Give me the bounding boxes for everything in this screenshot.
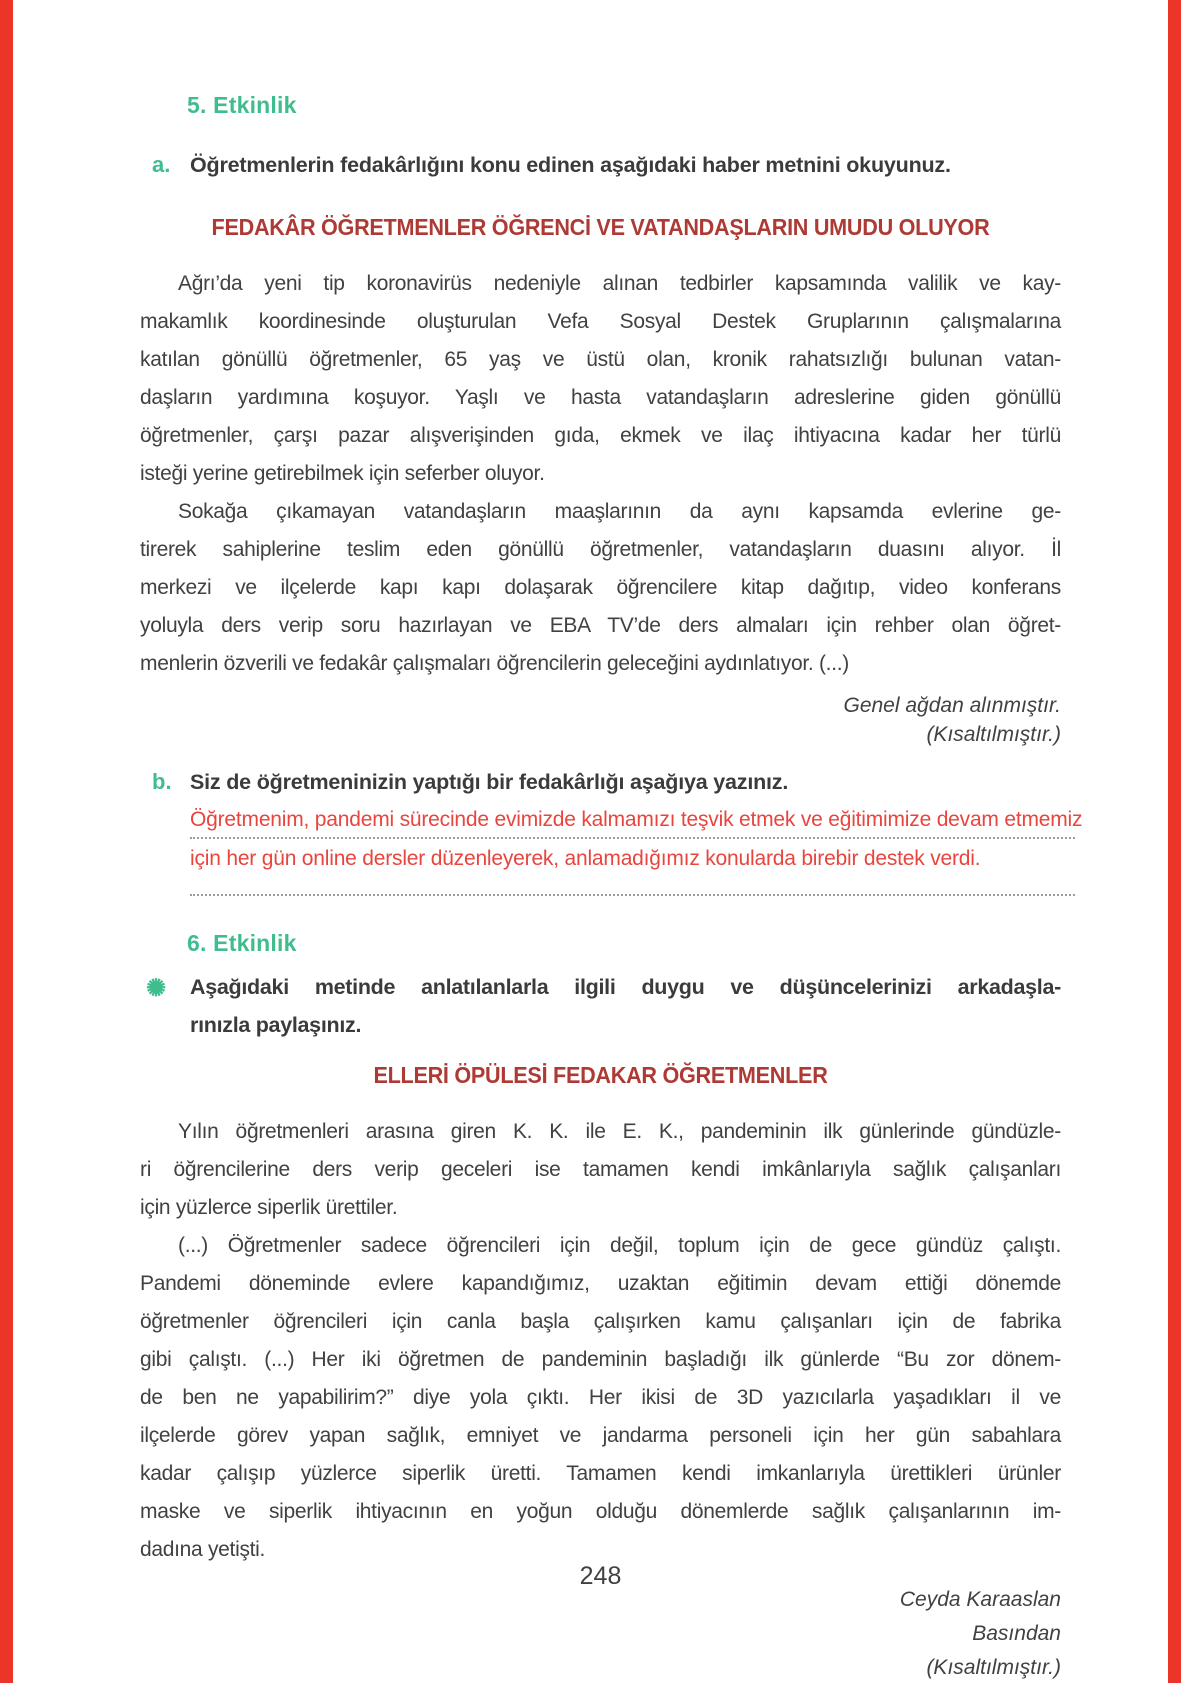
- page-content: [140, 0, 1083, 1683]
- news-p1-line: isteği yerine getirebilmek için seferber oluyor.: [140, 462, 545, 485]
- item-a-instruction: Öğretmenlerin fedakârlığını konu edinen aşağıdaki haber metnini okuyunuz.: [190, 153, 951, 177]
- article-paragraph-1: [140, 1113, 1061, 1227]
- news-p2-line: Sokağa çıkamayan vatandaşların maaşlarının da aynı kapsamda evlerine ge-: [178, 500, 1061, 523]
- article-p2-line: Pandemi döneminde evlere kapandığımız, uzaktan eğitimin devam ettiği dönemde: [140, 1272, 1061, 1295]
- activity5-item-a: [140, 148, 1061, 182]
- news-p2-line: menlerin özverili ve fedakâr çalışmaları öğrencilerin geleceğini aydınlatıyor. (...): [140, 652, 849, 675]
- news-source-line: (Kısaltılmıştır.): [926, 723, 1061, 746]
- news-title: FEDAKÂR ÖĞRETMENLER ÖĞRENCİ VE VATANDAŞLARIN UMUDU OLUYOR: [211, 214, 990, 240]
- activity6-instruction-line: Aşağıdaki metinde anlatılanlarla ilgili duygu ve düşüncelerinizi arkadaşla-: [190, 975, 1061, 999]
- article-p2-line: maske ve siperlik ihtiyacının en yoğun olduğu dönemlerde sağlık çalışanlarının im-: [140, 1500, 1061, 1523]
- article-p1-line: için yüzlerce siperlik ürettiler.: [140, 1196, 398, 1219]
- item-b-answer-area: [190, 805, 1083, 896]
- article-source-line: (Kısaltılmıştır.): [926, 1656, 1061, 1679]
- article-p1-line: Yılın öğretmenleri arasına giren K. K. ile E. K., pandeminin ilk günlerinde gündüzle-: [178, 1120, 1061, 1143]
- news-p1-line: makamlık koordinesinde oluşturulan Vefa Sosyal Destek Gruplarının çalışmalarına: [140, 310, 1061, 333]
- news-source-line: Genel ağdan alınmıştır.: [843, 694, 1061, 717]
- article-p2-line: öğretmenler öğrencileri için canla başla çalışırken kamu çalışanları için de fabrika: [140, 1310, 1061, 1333]
- news-paragraph-2: [140, 493, 1061, 683]
- news-p2-line: merkezi ve ilçelerde kapı kapı dolaşarak öğrencilere kitap dağıtıp, video konferans: [140, 576, 1061, 599]
- activity5-item-b: [140, 765, 1061, 799]
- article-title: ELLERİ ÖPÜLESİ FEDAKAR ÖĞRETMENLER: [373, 1062, 828, 1088]
- news-p1-line: öğretmenler, çarşı pazar alışverişinden gıda, ekmek ve ilaç ihtiyacına kadar her türlü: [140, 424, 1061, 447]
- page-edge-right: [1168, 0, 1181, 1683]
- activity6-heading: 6. Etkinlik: [187, 930, 297, 956]
- item-b-instruction: Siz de öğretmeninizin yaptığı bir fedakârlığı aşağıya yazınız.: [190, 770, 789, 794]
- starburst-bullet-icon: ✺: [146, 975, 167, 1002]
- article-p2-line: kadar çalışıp yüzlerce siperlik üretti. Tamamen kendi imkanlarıyla ürettikleri ürünler: [140, 1462, 1061, 1485]
- news-p1-line: daşların yardımına koşuyor. Yaşlı ve hasta vatandaşların adreslerine giden gönüllü: [140, 386, 1061, 409]
- article-paragraph-2: [140, 1227, 1061, 1569]
- article-p2-line: dadına yetişti.: [140, 1538, 266, 1561]
- item-b-answer-line-2: için her gün online dersler düzenleyerek, anlamadığımız konularda birebir destek verdi.: [190, 839, 1075, 896]
- news-source: [140, 691, 1061, 749]
- article-p2-line: gibi çalıştı. (...) Her iki öğretmen de pandeminin başladığı ilk günlerde “Bu zor dönem-: [140, 1348, 1061, 1371]
- activity6-instruction: [140, 968, 1061, 1044]
- page-number: 248: [579, 1562, 622, 1590]
- news-p2-line: yoluyla ders verip soru hazırlayan ve EBA TV’de ders almaları için rehber olan öğret-: [140, 614, 1061, 637]
- article-p2-line: de ben ne yapabilirim?” diye yola çıktı. Her ikisi de 3D yazıcılarla yaşadıkları il ve: [140, 1386, 1061, 1409]
- article-p1-line: ri öğrencilerine ders verip geceleri ise tamamen kendi imkânlarıyla sağlık çalışanları: [140, 1158, 1061, 1181]
- news-p1-line: katılan gönüllü öğretmenler, 65 yaş ve üstü olan, kronik rahatsızlığı bulunan vatan-: [140, 348, 1061, 371]
- activity5-heading: 5. Etkinlik: [187, 92, 297, 118]
- page-edge-left: [0, 0, 13, 1683]
- article-source-line: Ceyda Karaaslan: [899, 1588, 1061, 1611]
- item-b-marker: b.: [152, 769, 172, 794]
- news-paragraph-1: [140, 265, 1061, 493]
- activity6-instruction-line: rınızla paylaşınız.: [190, 1013, 362, 1037]
- item-a-marker: a.: [152, 152, 171, 177]
- article-source-line: Basından: [972, 1622, 1061, 1645]
- article-p2-line: ilçelerde görev yapan sağlık, emniyet ve jandarma personeli için her gün sabahlara: [140, 1424, 1061, 1447]
- news-p2-line: tirerek sahiplerine teslim eden gönüllü öğretmenler, vatandaşların duasını alıyor. İl: [140, 538, 1061, 561]
- article-p2-line: (...) Öğretmenler sadece öğrencileri için değil, toplum için de gece gündüz çalıştı.: [178, 1234, 1061, 1257]
- item-b-answer-line-1: Öğretmenim, pandemi sürecinde evimizde kalmamızı teşvik etmek ve eğitimimize devam etmemiz: [190, 805, 1075, 839]
- news-p1-line: Ağrı’da yeni tip koronavirüs nedeniyle alınan tedbirler kapsamında valilik ve kay-: [178, 272, 1061, 295]
- article-source: [140, 1583, 1061, 1685]
